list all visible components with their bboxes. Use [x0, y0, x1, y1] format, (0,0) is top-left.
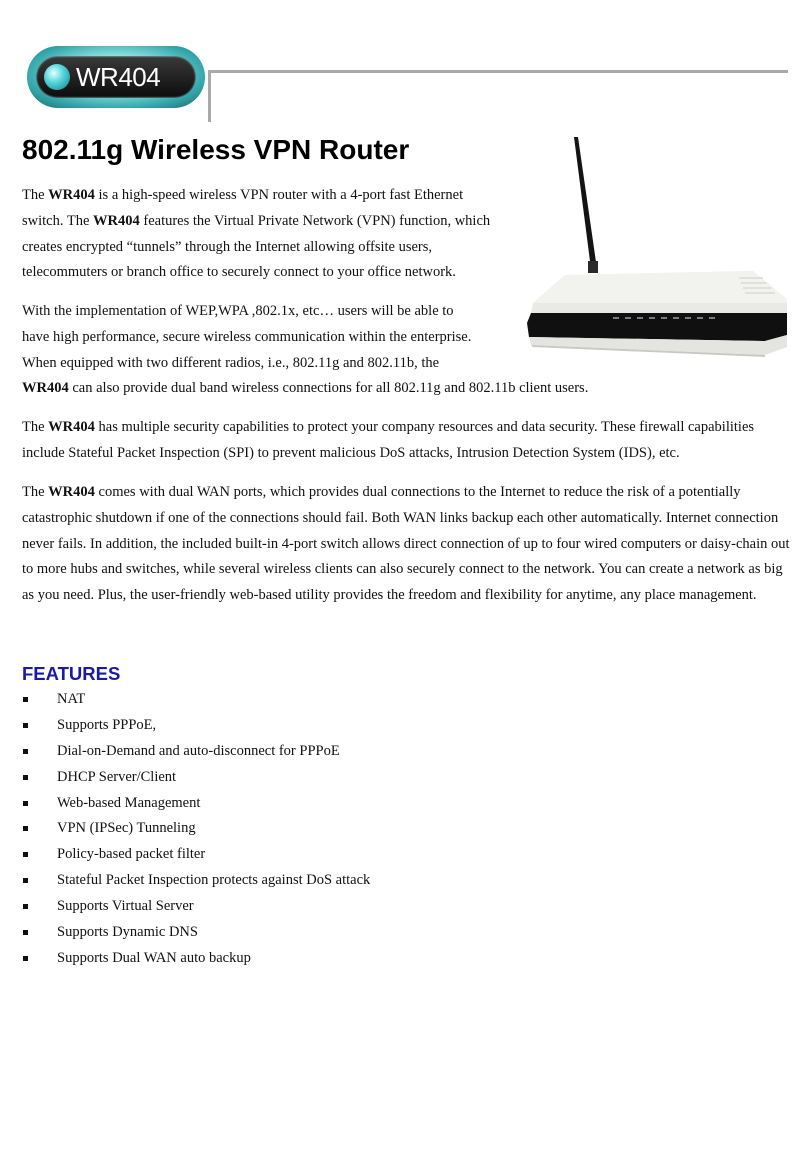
- bullet-icon: [23, 749, 28, 754]
- bullet-icon: [23, 930, 28, 935]
- header-rule-vertical: [208, 70, 211, 122]
- features-list: [22, 687, 370, 972]
- page-title: 802.11g Wireless VPN Router: [22, 134, 410, 165]
- feature-item: Web-based Management: [22, 791, 370, 817]
- bullet-icon: [23, 826, 28, 831]
- feature-item: Supports Dual WAN auto backup: [22, 946, 370, 972]
- logo-text: WR404: [76, 62, 161, 92]
- feature-item: Policy-based packet filter: [22, 842, 370, 868]
- feature-item: NAT: [22, 687, 370, 713]
- bullet-icon: [23, 775, 28, 780]
- antenna: [574, 137, 597, 269]
- intro-paragraph: The WR404 is a high-speed wireless VPN router with a 4-port fast Ethernet switch. The WR404 features the Virtual Private Network (VPN) function, which creates encrypted “tunnels” through the Internet allowing offsite users, telecommuters or branch office to securely connect to your office network.: [22, 187, 491, 281]
- bullet-icon: [23, 801, 28, 806]
- bullet-icon: [23, 956, 28, 961]
- feature-item: Stateful Packet Inspection protects against DoS attack: [22, 868, 370, 894]
- bullet-icon: [23, 878, 28, 883]
- bullet-icon: [23, 697, 28, 702]
- wireless-paragraph: With the implementation of WEP,WPA ,802.1x, etc… users will be able to have high performance, secure wireless communication within the enterprise. When equipped with two different radios, i.e., 802.11g and 802.11b, the WR404 can also provide dual band wireless connections for all 802.11g and 802.11b client users.: [22, 303, 589, 397]
- product-name: WR404: [48, 419, 95, 435]
- dual-wan-paragraph: The WR404 comes with dual WAN ports, which provides dual connections to the Internet to reduce the risk of a potentially catastrophic shutdown if one of the connections should fail. Both WAN links backup each other automatically. Internet connection never fails. In addition, the included built-in 4-port switch allows direct connection of up to four wired computers or daisy-chain out to more hubs and switches, while several wireless clients can also securely connect to the network. You can create a network as big as you need. Plus, the user-friendly web-based utility provides the freedom and flexibility for anytime, any place management.: [22, 484, 790, 604]
- feature-item: Dial-on-Demand and auto-disconnect for PPPoE: [22, 739, 370, 765]
- product-name: WR404: [48, 187, 95, 203]
- logo-sphere-icon: [44, 64, 70, 90]
- header-rule: [208, 70, 788, 73]
- feature-item: Supports Dynamic DNS: [22, 920, 370, 946]
- feature-item: VPN (IPSec) Tunneling: [22, 816, 370, 842]
- feature-item: Supports Virtual Server: [22, 894, 370, 920]
- product-name: WR404: [93, 212, 140, 229]
- product-name: WR404: [48, 484, 95, 500]
- security-paragraph: The WR404 has multiple security capabilities to protect your company resources and data security. These firewall capabilities include Stateful Packet Inspection (SPI) to prevent malicious DoS attacks, Intrusion Detection System (IDS), etc.: [22, 419, 755, 461]
- bullet-icon: [23, 852, 28, 857]
- bullet-icon: [23, 723, 28, 728]
- feature-item: Supports PPPoE,: [22, 713, 370, 739]
- feature-item: DHCP Server/Client: [22, 765, 370, 791]
- features-heading: FEATURES: [22, 663, 121, 684]
- product-name: WR404: [22, 380, 69, 397]
- bullet-icon: [23, 904, 28, 909]
